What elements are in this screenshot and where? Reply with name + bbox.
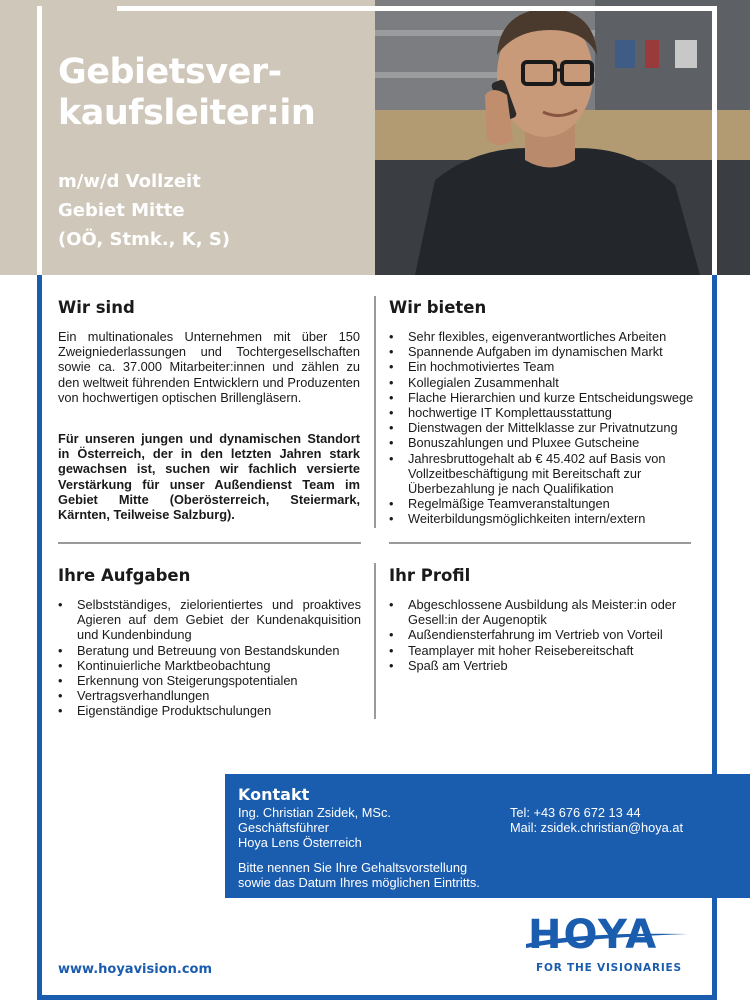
page-subtitle — [58, 167, 358, 254]
list-item: • Teamplayer mit hoher Reisebereitschaft — [389, 643, 689, 658]
subtitle-line: m/w/d Vollzeit — [58, 171, 201, 192]
wir-sind-paragraph: Ein multinationales Unternehmen mit über 150 Zweigniederlassungen und Tochtergesellschaften sowie ca. 37.000 Mitarbeiter:innen und zählen zu den weltweit führenden Entwicklern und Produzenten von hochwertigen optischen Brillengläsern. — [58, 329, 360, 405]
column-divider — [374, 563, 376, 719]
contact-details — [510, 805, 683, 835]
list-item: • Außendiensterfahrung im Vertrieb von Vorteil — [389, 627, 689, 642]
list-item: • Regelmäßige Teamveranstaltungen — [389, 496, 699, 511]
list-item: • Dienstwagen der Mittelklasse zur Privatnutzung — [389, 420, 699, 435]
contact-email[interactable]: Mail: zsidek.christian@hoya.at — [510, 820, 684, 836]
contact-phone[interactable]: Tel: +43 676 672 13 44 — [510, 805, 641, 820]
wir-bieten-list — [389, 329, 699, 527]
section-divider — [58, 542, 361, 544]
contact-role: Geschäftsführer — [238, 820, 330, 836]
section-title-aufgaben: Ihre Aufgaben — [58, 566, 191, 585]
column-divider — [374, 296, 376, 528]
list-item: • Flache Hierarchien und kurze Entscheidungswege — [389, 390, 699, 405]
note-line: sowie das Datum Ihres möglichen Eintritts. — [238, 875, 480, 891]
note-line: Bitte nennen Sie Ihre Gehaltsvorstellung — [238, 860, 468, 875]
frame-line-right — [712, 6, 717, 278]
list-item: • Erkennung von Steigerungspotentialen — [58, 673, 361, 688]
subtitle-line: Gebiet Mitte — [58, 200, 185, 221]
aufgaben-list — [58, 597, 361, 719]
list-item: • Selbstständiges, zielorientiertes und proaktives Agieren auf dem Gebiet der Kundenakquisition und Kundenbindung — [58, 597, 361, 643]
frame-line-left — [37, 6, 42, 278]
contact-name: Ing. Christian Zsidek, MSc. — [238, 805, 391, 820]
frame-line-top — [117, 6, 717, 11]
section-title-profil: Ihr Profil — [389, 566, 471, 585]
title-line: kaufsleiter:in — [58, 93, 316, 133]
list-item: • Bonuszahlungen und Pluxee Gutscheine — [389, 435, 699, 450]
list-item: • Abgeschlossene Ausbildung als Meister:in oder Gesell:in der Augenoptik — [389, 597, 689, 627]
contact-title: Kontakt — [238, 785, 310, 804]
list-item: • Vertragsverhandlungen — [58, 688, 361, 703]
list-item: • Spaß am Vertrieb — [389, 658, 689, 673]
section-divider — [389, 542, 691, 544]
header-photo — [375, 0, 750, 275]
logo-tagline: FOR THE VISIONARIES — [536, 962, 682, 974]
section-title-wir-sind: Wir sind — [58, 298, 135, 317]
page-title — [58, 52, 358, 134]
list-item: • Beratung und Betreuung von Bestandskunden — [58, 643, 361, 658]
profil-list — [389, 597, 689, 673]
list-item: • Sehr flexibles, eigenverantwortliches Arbeiten — [389, 329, 699, 344]
website-link[interactable]: www.hoyavision.com — [58, 962, 213, 977]
contact-company: Hoya Lens Österreich — [238, 835, 362, 851]
section-title-wir-bieten: Wir bieten — [389, 298, 487, 317]
frame-blue-bottom — [37, 995, 717, 1000]
man-on-phone-photo — [375, 0, 750, 275]
list-item: • Spannende Aufgaben im dynamischen Markt — [389, 344, 699, 359]
contact-note — [238, 860, 538, 890]
list-item: • Jahresbruttogehalt ab € 45.402 auf Basis von Vollzeitbeschäftigung mit Bereitschaft zur Überbezahlung je nach Qualifikation — [389, 451, 699, 497]
contact-person — [238, 805, 391, 851]
title-line: Gebietsver- — [58, 52, 282, 92]
list-item: • Ein hochmotiviertes Team — [389, 359, 699, 374]
subtitle-line: (OÖ, Stmk., K, S) — [58, 229, 231, 250]
logo-wordmark: HOYA — [528, 912, 659, 958]
hoya-logo — [520, 912, 695, 980]
wir-sind-highlight-paragraph: Für unseren jungen und dynamischen Standort in Österreich, der in den letzten Jahren stark gewachsen ist, suchen wir fachlich versierte Verstärkung für unser Außendienst Team im Gebiet Mitte (Oberösterreich, Steiermark, Kärnten, Teilweise Salzburg). — [58, 431, 360, 523]
list-item: • Eigenständige Produktschulungen — [58, 703, 361, 718]
frame-blue-left — [37, 275, 42, 1000]
list-item: • Kollegialen Zusammenhalt — [389, 375, 699, 390]
list-item: • hochwertige IT Komplettausstattung — [389, 405, 699, 420]
list-item: • Weiterbildungsmöglichkeiten intern/extern — [389, 511, 699, 526]
contact-box — [225, 774, 750, 898]
list-item: • Kontinuierliche Marktbeobachtung — [58, 658, 361, 673]
